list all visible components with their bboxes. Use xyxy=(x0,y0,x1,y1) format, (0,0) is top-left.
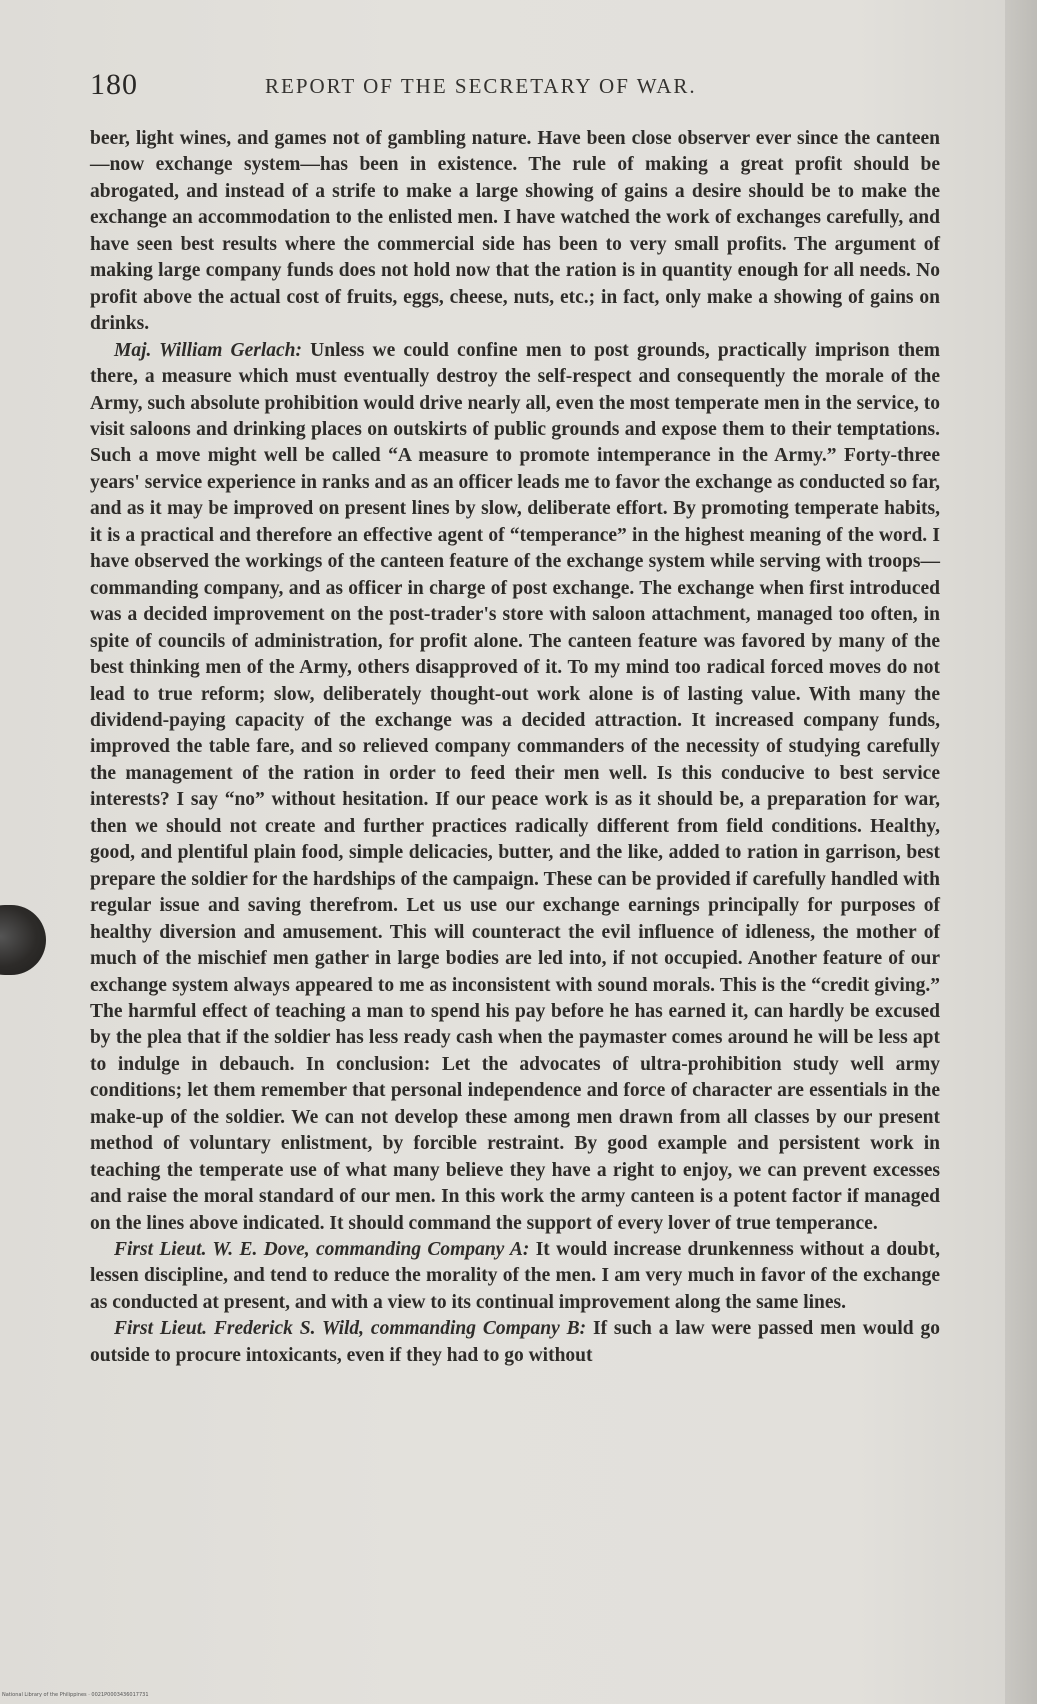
paragraph-text: If such a law were passed men would go outside to procure intoxicants, even if they had to go without xyxy=(90,1318,940,1366)
paragraph-text: It would increase drunkenness without a doubt, lessen discipline, and tend to reduce the morality of the men. I am very much in favor of the exchange as conducted at present, and with a view to its continual improvement along the same lines. xyxy=(90,1239,940,1313)
paragraph xyxy=(90,126,940,338)
paragraph xyxy=(90,1237,940,1316)
scan-footer-note: National Library of the Philippines · 0021P0003436017731 xyxy=(2,1692,149,1698)
speaker-name: Maj. William Gerlach: xyxy=(114,339,303,361)
paragraph xyxy=(90,338,940,1237)
paragraph-text: beer, light wines, and games not of gambling nature. Have been close observer ever since the canteen—now exchange system—has been in existence. The rule of making a great profit should be abrogated, and instead of a strife to make a large showing of gains a desire should be to make the exchange an accommodation to the enlisted men. I have watched the work of exchanges carefully, and have seen best results where the commercial side has been to very small profits. The argument of making large company funds does not hold now that the ration is in quantity enough for all needs. No profit above the actual cost of fruits, eggs, cheese, nuts, etc.; in fact, only make a showing of gains on drinks. xyxy=(90,128,940,335)
running-head: REPORT OF THE SECRETARY OF WAR. xyxy=(265,74,697,98)
paragraph xyxy=(90,1316,940,1369)
body-text xyxy=(90,126,940,1369)
page-header xyxy=(90,66,950,116)
speaker-name: First Lieut. Frederick S. Wild, commanding Company B: xyxy=(114,1318,587,1340)
speaker-name: First Lieut. W. E. Dove, commanding Company A: xyxy=(114,1239,530,1261)
scan-thumb-shadow xyxy=(0,905,46,975)
scan-gutter xyxy=(1005,0,1037,1704)
page-number: 180 xyxy=(90,68,138,101)
paragraph-text: Unless we could confine men to post grounds, practically imprison them there, a measure which must eventually destroy the self-respect and consequently the morale of the Army, such absolute prohibition would drive nearly all, even the most temperate men in the service, to visit saloons and drinking places on outskirts of public grounds and expose them to their temptations. Such a move might well be called “A measure to promote intemperance in the Army.” Forty-three years' service experience in ranks and as an officer leads me to favor the exchange as conducted so far, and as it may be improved on present lines by slow, deliberate effort. By promoting temperate habits, it is a practical and therefore an effective agent of “temperance” in the highest meaning of the word. I have observed the workings of the canteen feature of the exchange system while serving with troops—commanding company, and as officer in charge of post exchange. The exchange when first introduced was a decided improvement on the post-trader's store with saloon attachment, managed too often, in spite of councils of administration, for profit alone. The canteen feature was favored by many of the best thinking men of the Army, others disapproved of it. To my mind too radical forced moves do not lead to true reform; slow, deliberately thought-out work alone is of lasting value. With many the dividend-paying capacity of the exchange was a decided attraction. It increased company funds, improved the table fare, and so relieved company commanders of the necessity of studying carefully the management of the ration in order to feed their men well. Is this conducive to best service interests? I say “no” without hesitation. If our peace work is as it should be, a preparation for war, then we should not create and further practices radically different from field conditions. Healthy, good, and plentiful plain food, simple delicacies, butter, and the like, added to ration in garrison, best prepare the soldier for the hardships of the campaign. These can be provided if carefully handled with regular issue and saving therefrom. Let us use our exchange earnings principally for purposes of healthy diversion and amusement. This will counteract the evil influence of idleness, the mother of much of the mischief men gather in large bodies are led into, if not occupied. Another feature of our exchange system always appeared to me as inconsistent with sound morals. This is the “credit giving.” The harmful effect of teaching a man to spend his pay before he has earned it, can hardly be excused by the plea that if the soldier has less ready cash when the paymaster comes around he will be less apt to indulge in debauch. In conclusion: Let the advocates of ultra-prohibition study well army conditions; let them remember that personal independence and force of character are essentials in the make-up of the soldier. We can not develop these among men drawn from all classes by our present method of voluntary enlistment, by forcible restraint. By good example and persistent work in teaching the temperate use of what many believe they have a right to enjoy, we can prevent excesses and raise the moral standard of our men. In this work the army canteen is a potent factor if managed on the lines above indicated. It should command the support of every lover of true temperance. xyxy=(90,339,940,1234)
